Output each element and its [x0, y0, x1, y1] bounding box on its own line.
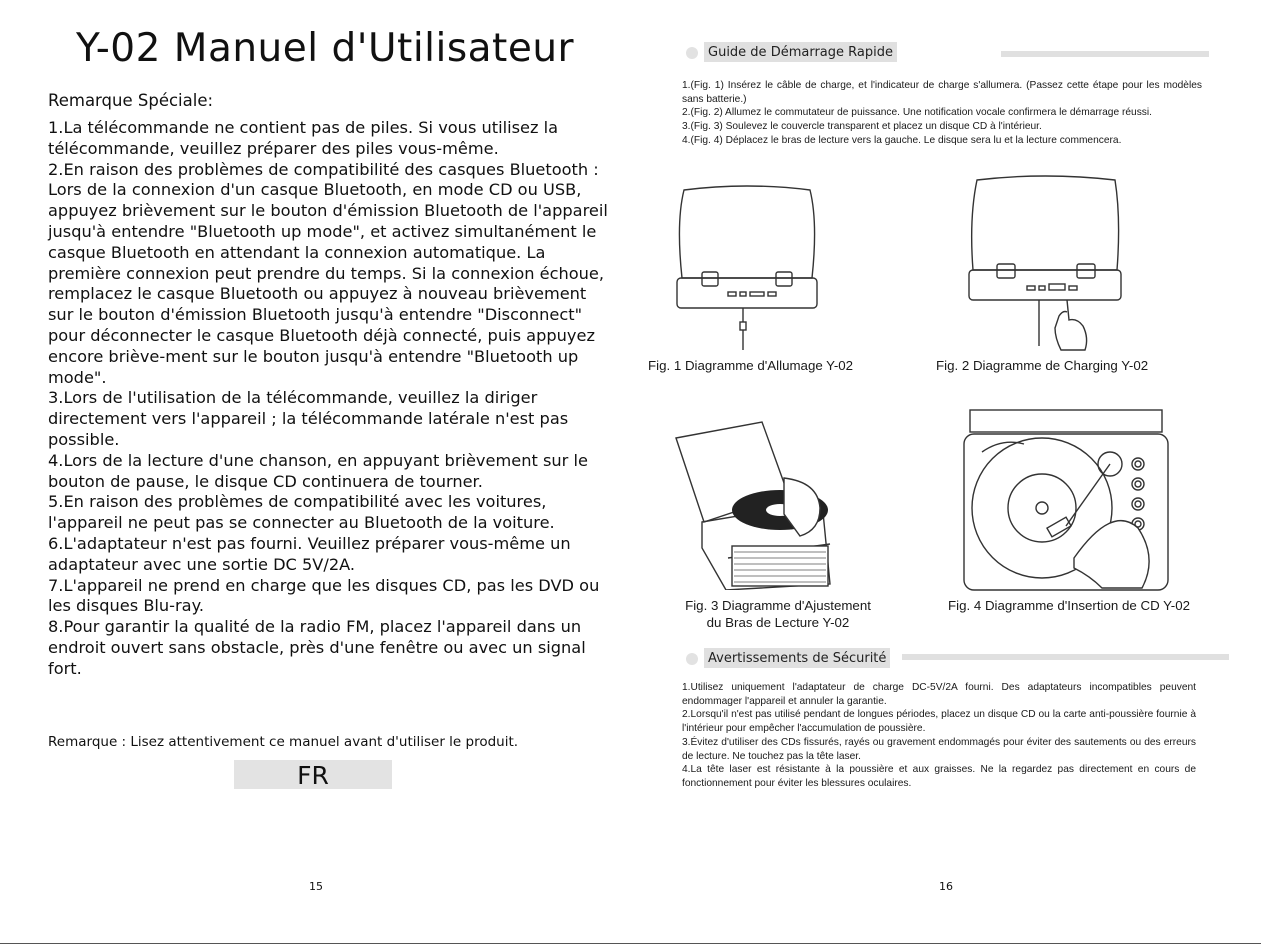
- fig3-caption-line2: du Bras de Lecture Y-02: [706, 615, 850, 630]
- fig3-tonearm-diagram: [672, 418, 842, 590]
- fig4-cd-insertion-diagram: [962, 408, 1170, 594]
- note-item: 2.En raison des problèmes de compatibilité des casques Bluetooth : Lors de la connexion d'un casque Bluetooth, en mode CD ou USB, appuyez brièvement sur le bouton d'émission Bluetooth de l'appareil jusqu'à entendre "Bluetooth up mode", et activez simultanément le casque Bluetooth en attendant la connexion automatique. La première connexion peut prendre du temps. Si la connexion échoue, remplacez le casque Bluetooth ou appuyez à nouveau brièvement sur le bouton d'émission Bluetooth jusqu'à entendre "Disconnect" pour déconnecter le casque Bluetooth déjà connecté, puis appuyez encore briève-ment sur le bouton jusqu'à entendre "Bluetooth up mode".: [48, 159, 608, 387]
- note-item: 8.Pour garantir la qualité de la radio FM, placez l'appareil dans un endroit ouvert sans obstacle, près d'une fenêtre ou avec un signal fort.: [48, 617, 586, 678]
- fig2-caption: Fig. 2 Diagramme de Charging Y-02: [936, 358, 1149, 373]
- bullet-dot-icon: [686, 653, 698, 665]
- safety-title: Avertissements de Sécurité: [704, 648, 890, 668]
- fig2-charging-diagram: [965, 170, 1125, 352]
- fig3-caption-line1: Fig. 3 Diagramme d'Ajustement: [685, 598, 871, 613]
- note-item: 7.L'appareil ne prend en charge que les disques CD, pas les DVD ou les disques Blu-ray.: [48, 575, 600, 616]
- note-item: 5.En raison des problèmes de compatibilité avec les voitures, l'appareil ne peut pas se connecter au Bluetooth de la voiture.: [48, 492, 555, 533]
- safety-item: 3.Évitez d'utiliser des CDs fissurés, rayés ou gravement endommagés pour éviter des sautements ou des erreurs de lecture. Ne touchez pas la tête laser.: [682, 736, 1196, 762]
- manual-title: Y-02 Manuel d'Utilisateur: [76, 26, 575, 71]
- special-remark-heading: Remarque Spéciale:: [48, 91, 214, 110]
- quick-start-steps: [682, 79, 1202, 148]
- safety-item: 4.La tête laser est résistante à la poussière et aux graisses. Ne la regardez pas directement en cours de fonctionnement pour éviter les blessures oculaires.: [682, 764, 1196, 789]
- note-item: 3.Lors de l'utilisation de la télécommande, veuillez la diriger directement vers l'appareil ; la télécommande latérale n'est pas possible.: [48, 388, 569, 449]
- fig1-caption: Fig. 1 Diagramme d'Allumage Y-02: [648, 358, 854, 373]
- step-item: 3.(Fig. 3) Soulevez le couvercle transparent et placez un disque CD à l'intérieur.: [682, 121, 1042, 133]
- step-item: 1.(Fig. 1) Insérez le câble de charge, et l'indicateur de charge s'allumera. (Passez cette étape pour les modèles sans batterie.): [682, 80, 1202, 105]
- step-item: 4.(Fig. 4) Déplacez le bras de lecture vers la gauche. Le disque sera lu et la lecture commencera.: [682, 134, 1122, 146]
- safety-header: [686, 648, 1229, 670]
- safety-item: 2.Lorsqu'il n'est pas utilisé pendant de longues périodes, placez un disque CD ou la carte anti-poussière fournie à l'intérieur pour empêcher l'accumulation de poussière.: [682, 709, 1196, 735]
- special-remark-list: [48, 118, 608, 680]
- quick-start-title: Guide de Démarrage Rapide: [704, 42, 897, 62]
- read-manual-remark: Remarque : Lisez attentivement ce manuel avant d'utiliser le produit.: [48, 734, 519, 750]
- quick-start-header: [686, 42, 1211, 64]
- fig3-caption: [670, 597, 886, 631]
- fig1-power-diagram: [672, 182, 822, 352]
- language-badge: FR: [234, 760, 392, 789]
- section-rule: [902, 654, 1229, 660]
- safety-list: [682, 681, 1196, 791]
- step-item: 2.(Fig. 2) Allumez le commutateur de puissance. Une notification vocale confirmera le démarrage réussi.: [682, 107, 1152, 119]
- safety-item: 1.Utilisez uniquement l'adaptateur de charge DC-5V/2A fourni. Des adaptateurs incompatibles peuvent endommager l'appareil et annuler la garantie.: [682, 682, 1196, 707]
- bullet-dot-icon: [686, 47, 698, 59]
- page-number: 16: [939, 880, 953, 893]
- note-item: 4.Lors de la lecture d'une chanson, en appuyant brièvement sur le bouton de pause, le disque CD continuera de tourner.: [48, 450, 588, 491]
- left-page: [0, 0, 630, 946]
- note-item: 1.La télécommande ne contient pas de piles. Si vous utilisez la télécommande, veuillez préparer des piles vous-même.: [48, 118, 559, 158]
- page-number: 15: [309, 880, 323, 893]
- note-item: 6.L'adaptateur n'est pas fourni. Veuillez préparer vous-même un adaptateur avec une sortie DC 5V/2A.: [48, 533, 571, 574]
- footer-divider: [0, 943, 1261, 944]
- section-rule: [1001, 51, 1209, 57]
- fig4-caption: Fig. 4 Diagramme d'Insertion de CD Y-02: [948, 598, 1190, 613]
